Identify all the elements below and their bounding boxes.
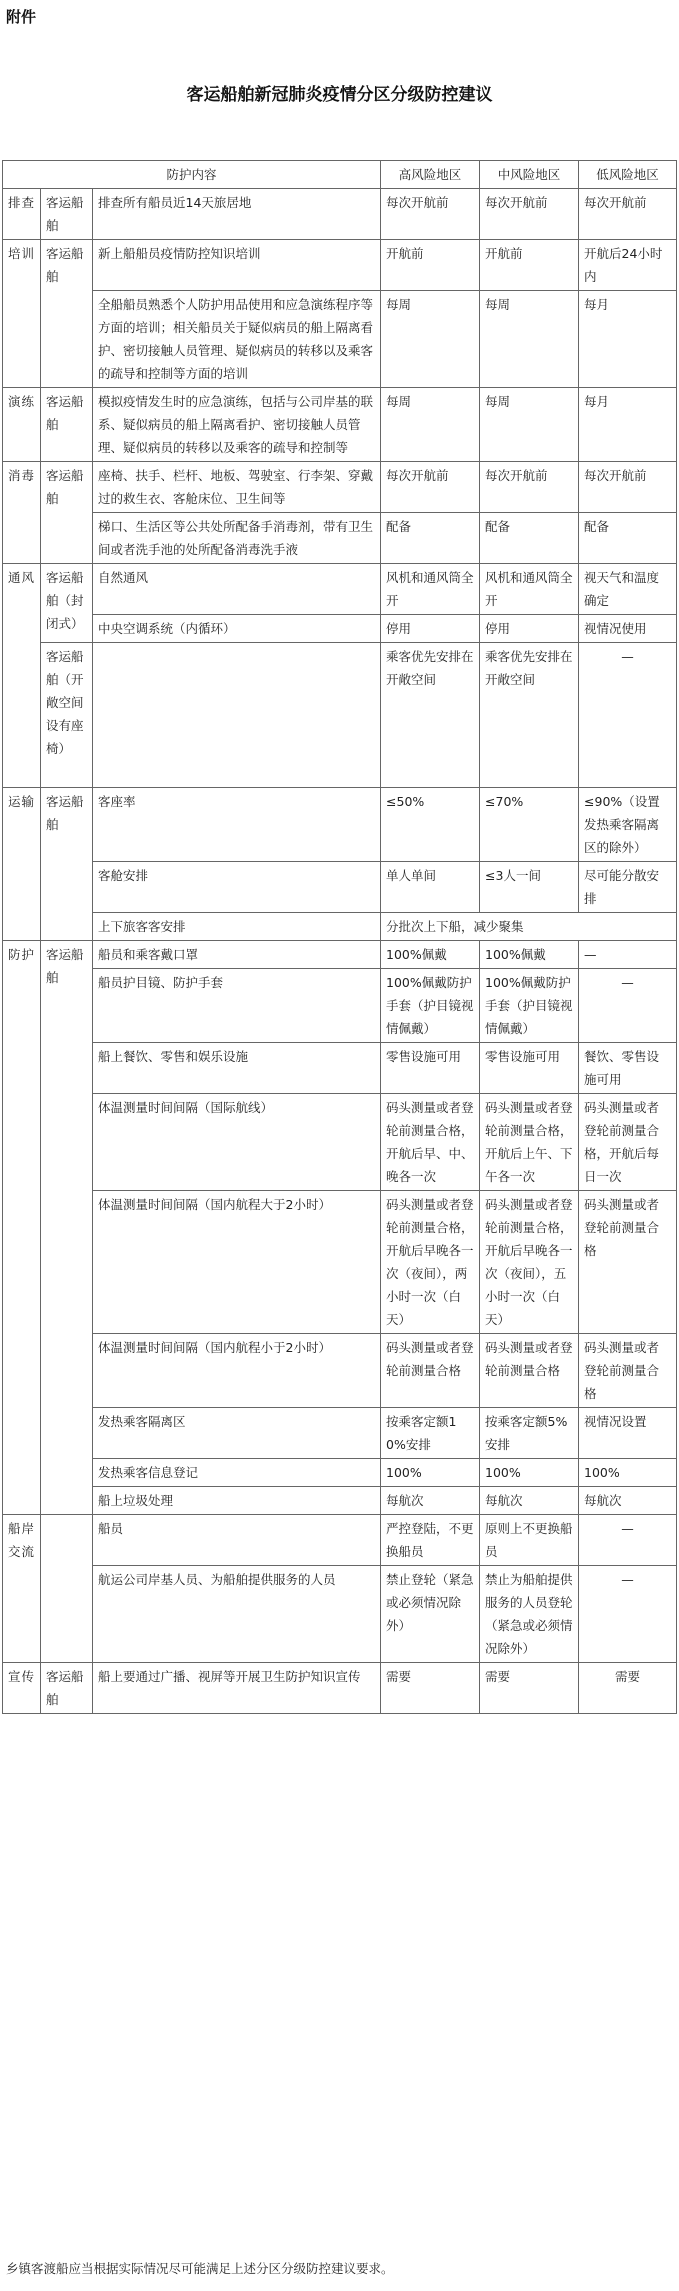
object-cell: 客运船舶 <box>41 788 93 941</box>
item-cell: 模拟疫情发生时的应急演练，包括与公司岸基的联系、疑似病员的船上隔离看护、密切接触人员管理、疑似病员的转移以及乘客的疏导和控制等 <box>93 388 381 462</box>
high-cell: 每航次 <box>381 1487 480 1515</box>
high-cell: 每周 <box>381 291 480 388</box>
object-cell: 客运船舶 <box>41 388 93 462</box>
low-cell: 视天气和温度确定 <box>579 564 677 615</box>
low-cell: 100% <box>579 1459 677 1487</box>
object-cell: 客运船舶 <box>41 462 93 564</box>
low-cell: 每次开航前 <box>579 189 677 240</box>
item-cell: 体温测量时间间隔（国内航程大于2小时） <box>93 1191 381 1334</box>
mid-cell: 需要 <box>480 1663 579 1714</box>
document-title: 客运船舶新冠肺炎疫情分区分级防控建议 <box>186 85 493 105</box>
table-row <box>3 1408 677 1459</box>
table-row <box>3 1663 677 1714</box>
high-cell: 严控登陆，不更换船员 <box>381 1515 480 1566</box>
prevention-table <box>2 160 677 1714</box>
item-cell: 客舱安排 <box>93 862 381 913</box>
table-row <box>3 388 677 462</box>
mid-cell: 原则上不更换船员 <box>480 1515 579 1566</box>
high-cell: 零售设施可用 <box>381 1043 480 1094</box>
object-cell: 客运船舶 <box>41 240 93 388</box>
item-cell: 船员护目镜、防护手套 <box>93 969 381 1043</box>
category-cell: 培训 <box>3 240 41 388</box>
table-row <box>3 969 677 1043</box>
footnote: 乡镇客渡船应当根据实际情况尽可能满足上述分区分级防控建议要求。 <box>6 2261 394 2276</box>
table-row <box>3 1191 677 1334</box>
low-cell: 视情况使用 <box>579 615 677 643</box>
mid-cell: 码头测量或者登轮前测量合格，开航后早晚各一次（夜间），五小时一次（白天） <box>480 1191 579 1334</box>
low-cell: 配备 <box>579 513 677 564</box>
high-cell: 单人单间 <box>381 862 480 913</box>
table-row <box>3 862 677 913</box>
high-cell: 码头测量或者登轮前测量合格，开航后早、中、晚各一次 <box>381 1094 480 1191</box>
category-cell: 船岸交流 <box>3 1515 41 1663</box>
item-cell: 体温测量时间间隔（国内航程小于2小时） <box>93 1334 381 1408</box>
item-cell: 新上船船员疫情防控知识培训 <box>93 240 381 291</box>
low-cell: — <box>579 941 677 969</box>
table-row <box>3 462 677 513</box>
low-cell: — <box>579 1566 677 1663</box>
low-cell: 尽可能分散安排 <box>579 862 677 913</box>
mid-cell: 停用 <box>480 615 579 643</box>
mid-cell: 每周 <box>480 388 579 462</box>
object-cell: 客运船舶（封闭式） <box>41 564 93 643</box>
object-cell: 客运船舶（开敞空间设有座椅） <box>41 643 93 788</box>
table-row <box>3 1459 677 1487</box>
category-cell: 演练 <box>3 388 41 462</box>
table-row <box>3 615 677 643</box>
object-cell: 客运船舶 <box>41 1663 93 1714</box>
high-cell: 码头测量或者登轮前测量合格 <box>381 1334 480 1408</box>
high-cell: ≤50% <box>381 788 480 862</box>
high-cell: 风机和通风筒全开 <box>381 564 480 615</box>
table-row <box>3 643 677 788</box>
high-cell: 每周 <box>381 388 480 462</box>
item-cell: 航运公司岸基人员、为船舶提供服务的人员 <box>93 1566 381 1663</box>
low-cell: — <box>579 969 677 1043</box>
item-cell: 客座率 <box>93 788 381 862</box>
mid-cell: 禁止为船舶提供服务的人员登轮（紧急或必须情况除外） <box>480 1566 579 1663</box>
mid-cell: 100%佩戴防护手套（护目镜视情佩戴） <box>480 969 579 1043</box>
mid-cell: 按乘客定额5%安排 <box>480 1408 579 1459</box>
mid-cell: 100% <box>480 1459 579 1487</box>
header-high-risk: 高风险地区 <box>381 161 480 189</box>
object-cell: 客运船舶 <box>41 189 93 240</box>
low-cell: 码头测量或者登轮前测量合格，开航后每日一次 <box>579 1094 677 1191</box>
low-cell: 每月 <box>579 388 677 462</box>
item-cell: 船上垃圾处理 <box>93 1487 381 1515</box>
item-cell: 中央空调系统（内循环） <box>93 615 381 643</box>
mid-cell: 乘客优先安排在开敞空间 <box>480 643 579 788</box>
table-row <box>3 1094 677 1191</box>
mid-cell: 每次开航前 <box>480 462 579 513</box>
high-cell: 需要 <box>381 1663 480 1714</box>
high-cell: 停用 <box>381 615 480 643</box>
mid-cell: 每周 <box>480 291 579 388</box>
object-cell-empty <box>41 1515 93 1663</box>
table-row <box>3 1334 677 1408</box>
mid-cell: 配备 <box>480 513 579 564</box>
category-cell: 防护 <box>3 941 41 1515</box>
mid-cell: 风机和通风筒全开 <box>480 564 579 615</box>
category-cell: 排查 <box>3 189 41 240</box>
item-cell <box>93 643 381 788</box>
category-cell: 通风 <box>3 564 41 788</box>
object-cell: 客运船舶 <box>41 941 93 1515</box>
table-row <box>3 788 677 862</box>
high-cell: 100%佩戴防护手套（护目镜视情佩戴） <box>381 969 480 1043</box>
mid-cell: 开航前 <box>480 240 579 291</box>
high-cell: 开航前 <box>381 240 480 291</box>
table-row <box>3 1487 677 1515</box>
item-cell: 发热乘客信息登记 <box>93 1459 381 1487</box>
header-content: 防护内容 <box>3 161 381 189</box>
item-cell: 全船船员熟悉个人防护用品使用和应急演练程序等方面的培训；相关船员关于疑似病员的船上隔离看护、密切接触人员管理、疑似病员的转移以及乘客的疏导和控制等方面的培训 <box>93 291 381 388</box>
high-cell: 每次开航前 <box>381 189 480 240</box>
high-cell: 100% <box>381 1459 480 1487</box>
high-cell: 按乘客定额10%安排 <box>381 1408 480 1459</box>
table-header-row <box>3 161 677 189</box>
high-cell: 配备 <box>381 513 480 564</box>
mid-cell: ≤3人一间 <box>480 862 579 913</box>
item-cell: 船员和乘客戴口罩 <box>93 941 381 969</box>
category-cell: 运输 <box>3 788 41 941</box>
item-cell: 排查所有船员近14天旅居地 <box>93 189 381 240</box>
category-cell: 宣传 <box>3 1663 41 1714</box>
high-cell: 禁止登轮（紧急或必须情况除外） <box>381 1566 480 1663</box>
merged-cell: 分批次上下船，减少聚集 <box>381 913 677 941</box>
mid-cell: 每次开航前 <box>480 189 579 240</box>
table-row <box>3 564 677 615</box>
low-cell: 每月 <box>579 291 677 388</box>
table-row <box>3 1043 677 1094</box>
table-row <box>3 240 677 291</box>
item-cell: 梯口、生活区等公共处所配备手消毒剂，带有卫生间或者洗手池的处所配备消毒洗手液 <box>93 513 381 564</box>
item-cell: 船上要通过广播、视屏等开展卫生防护知识宣传 <box>93 1663 381 1714</box>
table-row <box>3 291 677 388</box>
low-cell: 开航后24小时内 <box>579 240 677 291</box>
mid-cell: 100%佩戴 <box>480 941 579 969</box>
item-cell: 上下旅客客安排 <box>93 913 381 941</box>
table-row <box>3 1515 677 1566</box>
mid-cell: 零售设施可用 <box>480 1043 579 1094</box>
item-cell: 发热乘客隔离区 <box>93 1408 381 1459</box>
item-cell: 座椅、扶手、栏杆、地板、驾驶室、行李架、穿戴过的救生衣、客舱床位、卫生间等 <box>93 462 381 513</box>
low-cell: 餐饮、零售设施可用 <box>579 1043 677 1094</box>
low-cell: ≤90%（设置发热乘客隔离区的除外） <box>579 788 677 862</box>
appendix-label: 附件 <box>6 8 37 26</box>
mid-cell: ≤70% <box>480 788 579 862</box>
high-cell: 码头测量或者登轮前测量合格，开航后早晚各一次（夜间），两小时一次（白天） <box>381 1191 480 1334</box>
low-cell: 每航次 <box>579 1487 677 1515</box>
high-cell: 每次开航前 <box>381 462 480 513</box>
table-row <box>3 189 677 240</box>
header-low-risk: 低风险地区 <box>579 161 677 189</box>
item-cell: 船员 <box>93 1515 381 1566</box>
low-cell: 每次开航前 <box>579 462 677 513</box>
high-cell: 100%佩戴 <box>381 941 480 969</box>
header-mid-risk: 中风险地区 <box>480 161 579 189</box>
high-cell: 乘客优先安排在开敞空间 <box>381 643 480 788</box>
category-cell: 消毒 <box>3 462 41 564</box>
mid-cell: 每航次 <box>480 1487 579 1515</box>
item-cell: 自然通风 <box>93 564 381 615</box>
low-cell: — <box>579 1515 677 1566</box>
item-cell: 船上餐饮、零售和娱乐设施 <box>93 1043 381 1094</box>
low-cell: 视情况设置 <box>579 1408 677 1459</box>
mid-cell: 码头测量或者登轮前测量合格 <box>480 1334 579 1408</box>
item-cell: 体温测量时间间隔（国际航线） <box>93 1094 381 1191</box>
low-cell: 码头测量或者登轮前测量合格 <box>579 1334 677 1408</box>
low-cell: 码头测量或者登轮前测量合格 <box>579 1191 677 1334</box>
table-row <box>3 1566 677 1663</box>
table-row <box>3 513 677 564</box>
low-cell: — <box>579 643 677 788</box>
table-row <box>3 913 677 941</box>
low-cell: 需要 <box>579 1663 677 1714</box>
table-row <box>3 941 677 969</box>
mid-cell: 码头测量或者登轮前测量合格，开航后上午、下午各一次 <box>480 1094 579 1191</box>
